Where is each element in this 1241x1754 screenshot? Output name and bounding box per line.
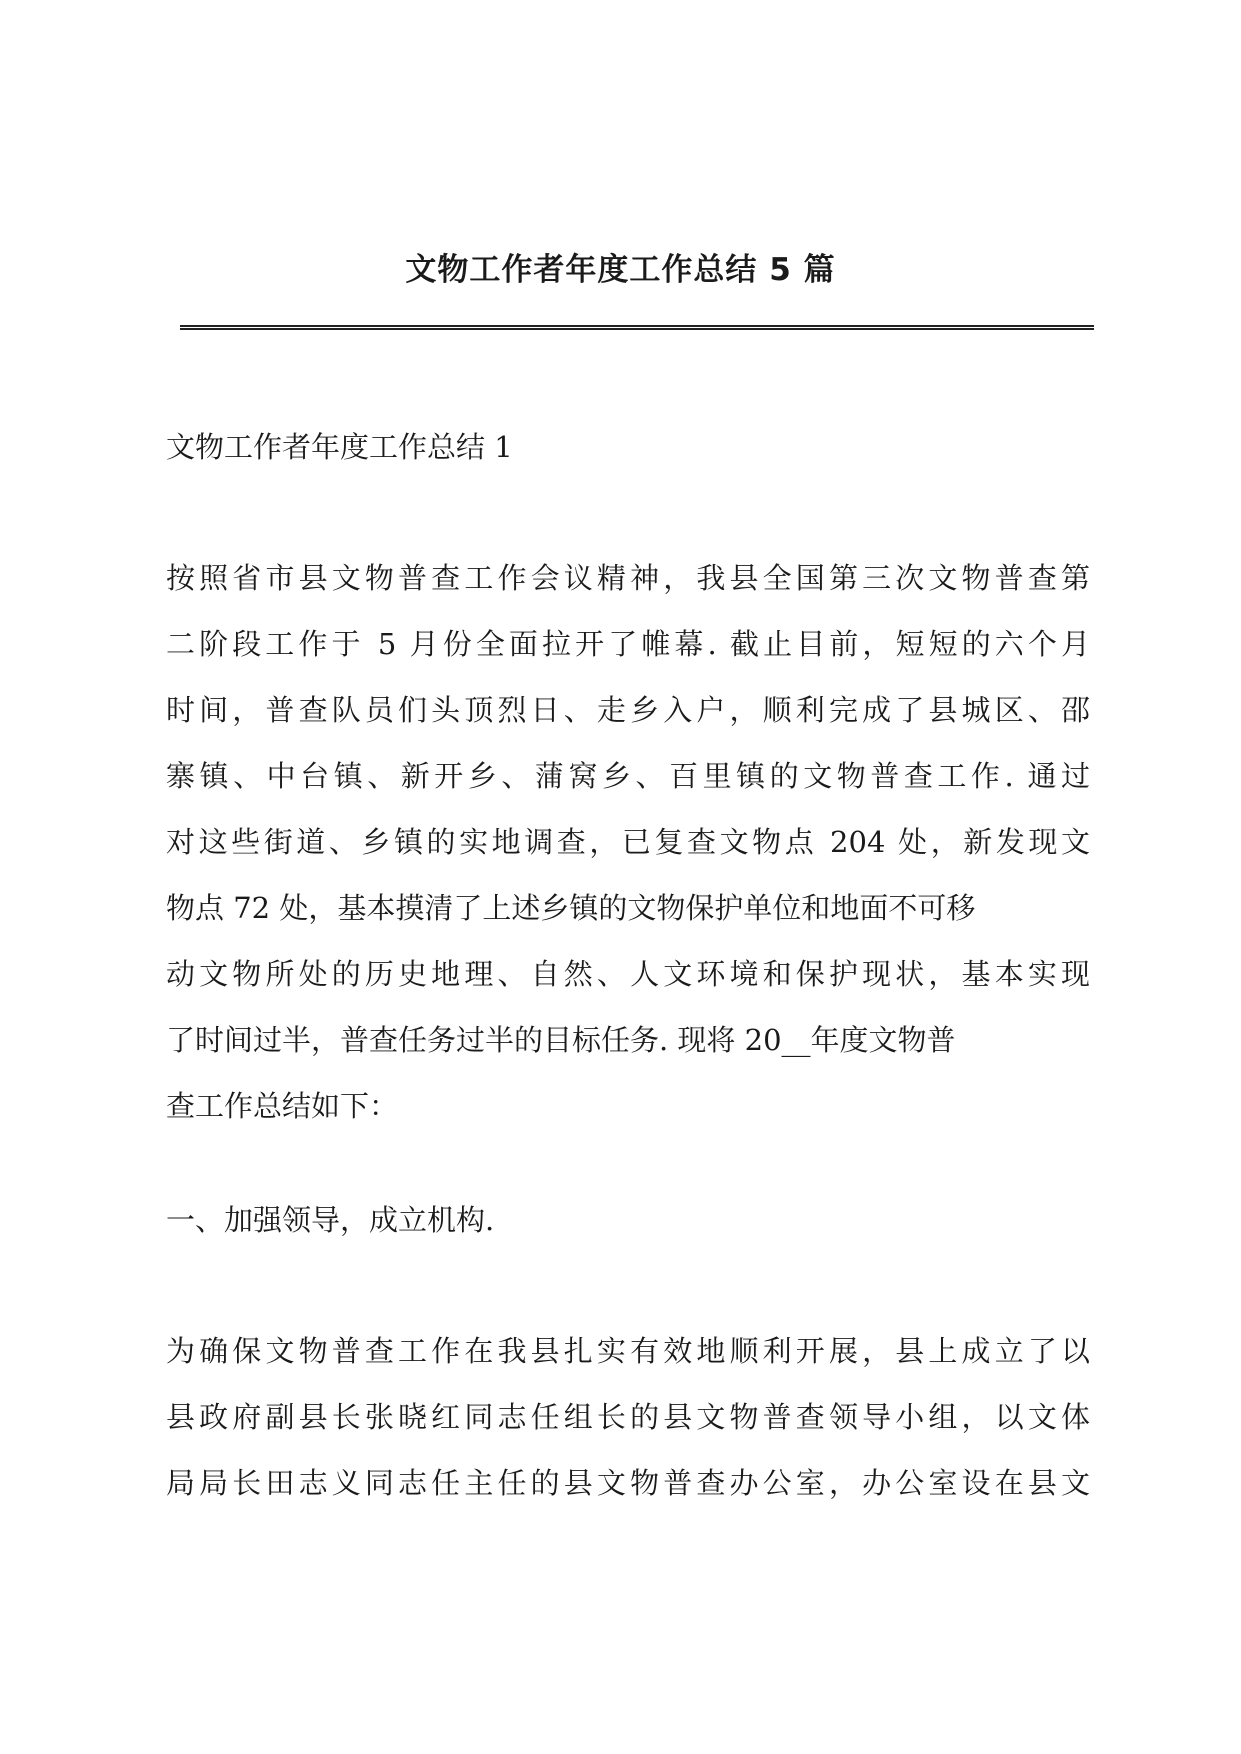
title-double-rule — [180, 325, 1094, 330]
paragraph-1-line-5: 对这些街道、乡镇的实地调查，已复查文物点 204 处，新发现文 — [166, 825, 1090, 859]
paragraph-1-line-1: 按照省市县文物普查工作会议精神，我县全国第三次文物普查第 — [166, 561, 1090, 595]
paragraph-2-line-1: 为确保文物普查工作在我县扎实有效地顺利开展，县上成立了以 — [166, 1334, 1090, 1368]
paragraph-1-line-9: 查工作总结如下： — [166, 1089, 399, 1123]
subheading-1: 一、加强领导，成立机构. — [166, 1203, 495, 1237]
paragraph-1-line-2: 二阶段工作于 5 月份全面拉开了帷幕. 截止目前，短短的六个月 — [166, 627, 1090, 661]
document-title: 文物工作者年度工作总结 5 篇 — [405, 252, 836, 288]
paragraph-1-line-8: 了时间过半，普查任务过半的目标任务. 现将 20__年度文物普 — [166, 1023, 956, 1057]
paragraph-1-line-6: 物点 72 处，基本摸清了上述乡镇的文物保护单位和地面不可移 — [166, 891, 976, 925]
paragraph-1-line-7: 动文物所处的历史地理、自然、人文环境和保护现状，基本实现 — [166, 957, 1090, 991]
paragraph-2-line-2: 县政府副县长张晓红同志任组长的县文物普查领导小组，以文体 — [166, 1400, 1090, 1434]
section-heading: 文物工作者年度工作总结 1 — [166, 430, 513, 464]
paragraph-2-line-3: 局局长田志义同志任主任的县文物普查办公室，办公室设在县文 — [166, 1466, 1090, 1500]
paragraph-1-line-4: 寨镇、中台镇、新开乡、蒲窝乡、百里镇的文物普查工作. 通过 — [166, 759, 1090, 793]
paragraph-1-line-3: 时间，普查队员们头顶烈日、走乡入户，顺利完成了县城区、邵 — [166, 693, 1090, 727]
